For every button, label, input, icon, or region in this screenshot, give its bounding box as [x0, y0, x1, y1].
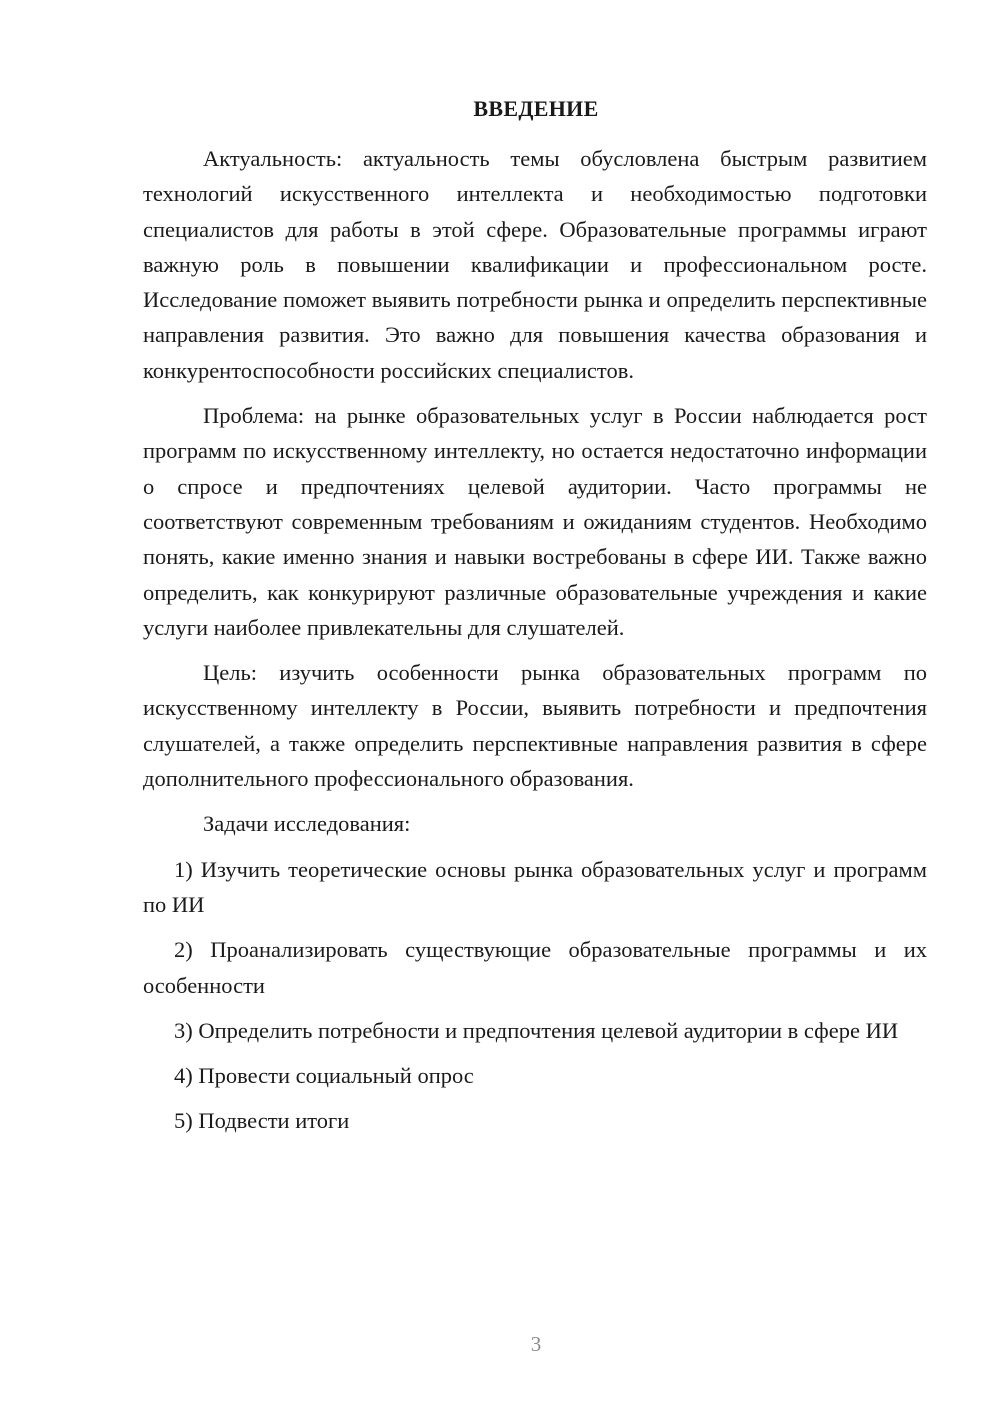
task-item-3: 3) Определить потребности и предпочтения целевой аудитории в сфере ИИ [174, 1017, 899, 1043]
paragraph-goal: Цель: изучить особенности рынка образовательных программ по искусственному интеллекту в России, выявить потребности и предпочтения слушателей, а также определить перспективные направления развития в сфере дополнительного профессионального образования. [143, 660, 927, 792]
paragraph-relevance: Актуальность: актуальность темы обусловлена быстрым развитием технологий искусственного интеллекта и необходимостью подготовки специалистов для работы в этой сфере. Образовательные программы играют важную роль в повышении квалификации и профессиональном росте. Исследование поможет выявить потребности рынка и определить перспективные направления развития. Это важно для повышения качества образования и конкурентоспособности российских специалистов. [143, 146, 927, 383]
page-number: 3 [530, 1332, 542, 1356]
section-title: ВВЕДЕНИЕ [473, 96, 599, 121]
task-item-5: 5) Подвести итоги [174, 1108, 350, 1134]
tasks-heading: Задачи исследования: [203, 811, 411, 837]
task-item-4: 4) Провести социальный опрос [174, 1063, 474, 1089]
task-item-1: 1) Изучить теоретические основы рынка образовательных услуг и программ по ИИ [143, 856, 927, 917]
task-item-2: 2) Проанализировать существующие образовательные программы и их особенности [143, 937, 927, 998]
paragraph-problem: Проблема: на рынке образовательных услуг в России наблюдается рост программ по искусственному интеллекту, но остается недостаточно информации о спросе и предпочтениях целевой аудитории. Часто программы не соответствуют современным требованиям и ожиданиям студентов. Необходимо понять, какие именно знания и навыки востребованы в сфере ИИ. Также важно определить, как конкурируют различные образовательные учреждения и какие услуги наиболее привлекательны для слушателей. [143, 403, 927, 640]
body-text [143, 141, 927, 1149]
